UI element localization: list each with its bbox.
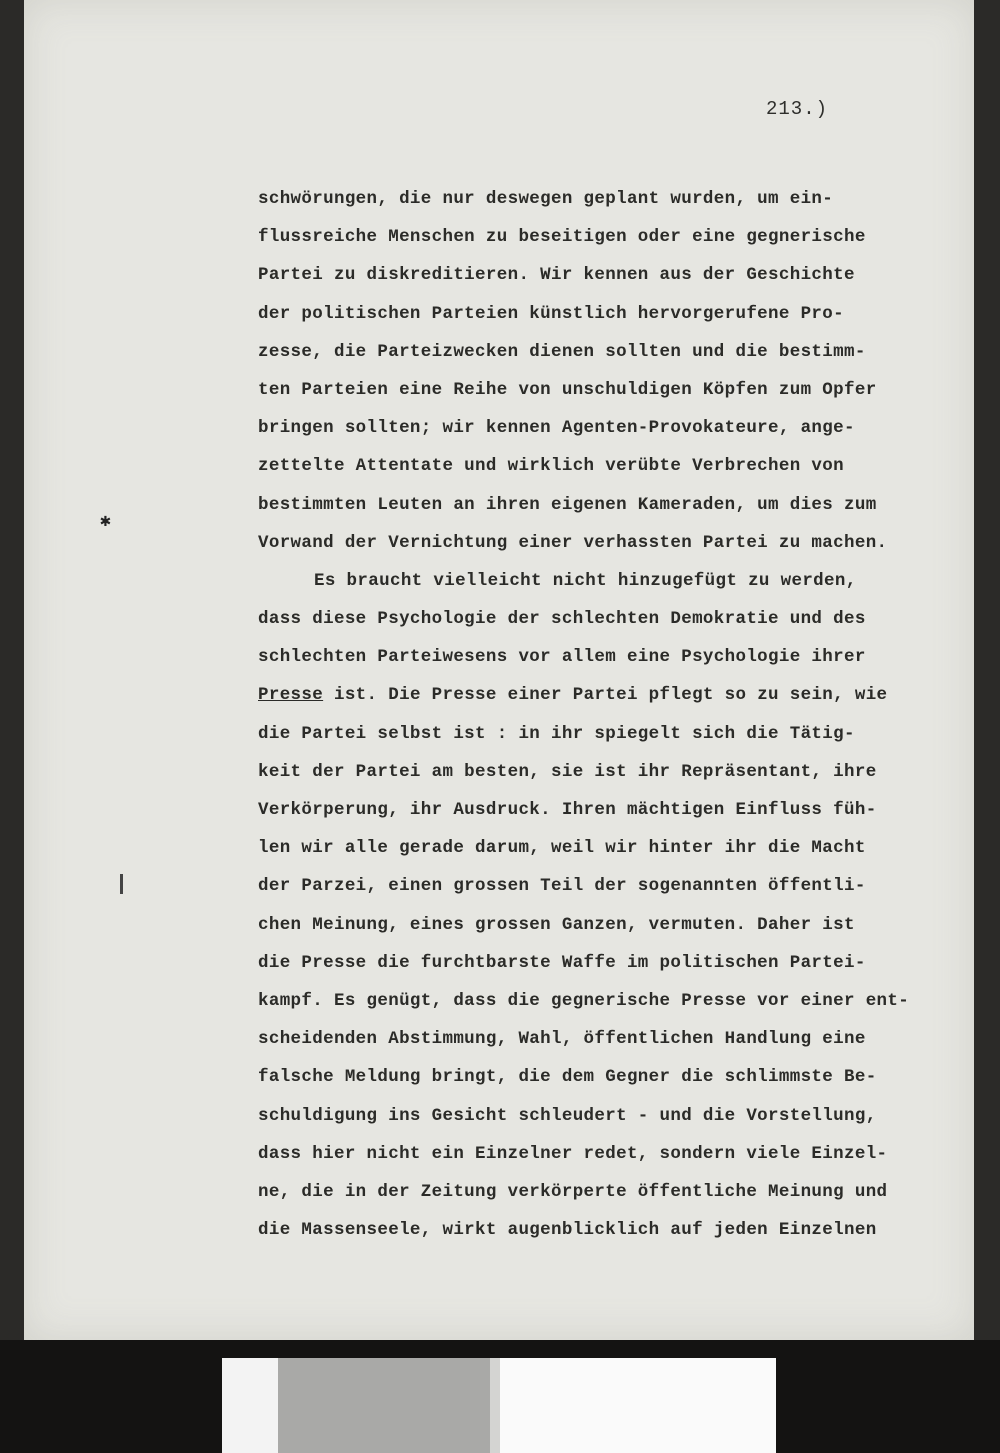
text-line-22: kampf. Es genügt, dass die gegnerische Presse vor einer ent-: [258, 990, 910, 1011]
calibration-swatch-grey: [278, 1358, 490, 1453]
text-line-18: len wir alle gerade darum, weil wir hinter ihr die Macht: [258, 838, 866, 859]
text-line-25: schuldigung ins Gesicht schleudert - und die Vorstellung,: [258, 1105, 877, 1126]
text-line-24: falsche Meldung bringt, die dem Gegner die schlimmste Be-: [258, 1067, 877, 1088]
text-line-20: chen Meinung, eines grossen Ganzen, vermuten. Daher ist: [258, 914, 855, 935]
text-line-27: ne, die in der Zeitung verkörperte öffentliche Meinung und: [258, 1181, 888, 1202]
page-number: 213.): [766, 98, 829, 120]
text-line-14-rest: ist. Die Presse einer Partei pflegt so zu sein, wie: [323, 685, 888, 706]
text-line-2: flussreiche Menschen zu beseitigen oder eine gegnerische: [258, 227, 866, 248]
text-line-9: bestimmten Leuten an ihren eigenen Kameraden, um dies zum: [258, 494, 877, 515]
body-text: [258, 180, 958, 1249]
text-line-21: die Presse die furchtbarste Waffe im politischen Partei-: [258, 952, 866, 973]
text-line-10: Vorwand der Vernichtung einer verhassten Partei zu machen.: [258, 532, 888, 553]
text-line-15: die Partei selbst ist : in ihr spiegelt sich die Tätig-: [258, 723, 855, 744]
text-line-19: der Parzei, einen grossen Teil der sogenannten öffentli-: [258, 876, 866, 897]
text-line-4: der politischen Parteien künstlich hervorgerufene Pro-: [258, 303, 844, 324]
text-line-6: ten Parteien eine Reihe von unschuldigen Köpfen zum Opfer: [258, 379, 877, 400]
text-line-5: zesse, die Parteizwecken dienen sollten und die bestimm-: [258, 341, 866, 362]
text-line-14: [258, 676, 958, 714]
text-line-17: Verkörperung, ihr Ausdruck. Ihren mächtigen Einfluss füh-: [258, 800, 877, 820]
calibration-swatch-light: [490, 1358, 500, 1453]
text-line-8: zettelte Attentate und wirklich verübte Verbrechen von: [258, 456, 844, 477]
text-line-16: keit der Partei am besten, sie ist ihr Repräsentant, ihre: [258, 761, 877, 782]
text-line-11: Es braucht vielleicht nicht hinzugefügt zu werden,: [314, 570, 857, 591]
text-line-23: scheidenden Abstimmung, Wahl, öffentlichen Handlung eine: [258, 1029, 866, 1050]
text-line-28: die Massenseele, wirkt augenblicklich auf jeden Einzelnen: [258, 1220, 877, 1241]
text-line-12: dass diese Psychologie der schlechten Demokratie und des: [258, 609, 866, 630]
text-line-13: schlechten Parteiwesens vor allem eine Psychologie ihrer: [258, 647, 866, 668]
margin-ink-mark: ✱: [100, 512, 111, 532]
text-line-3: Partei zu diskreditieren. Wir kennen aus der Geschichte: [258, 265, 855, 286]
margin-tick-mark: [120, 874, 123, 894]
calibration-swatch-white: [500, 1358, 776, 1453]
calibration-swatch-white-left: [222, 1358, 278, 1453]
underlined-word: Presse: [258, 685, 324, 706]
text-line-1: schwörungen, die nur deswegen geplant wurden, um ein-: [258, 189, 834, 209]
text-line-7: bringen sollten; wir kennen Agenten-Provokateure, ange-: [258, 418, 855, 439]
text-line-26: dass hier nicht ein Einzelner redet, sondern viele Einzel-: [258, 1143, 888, 1164]
